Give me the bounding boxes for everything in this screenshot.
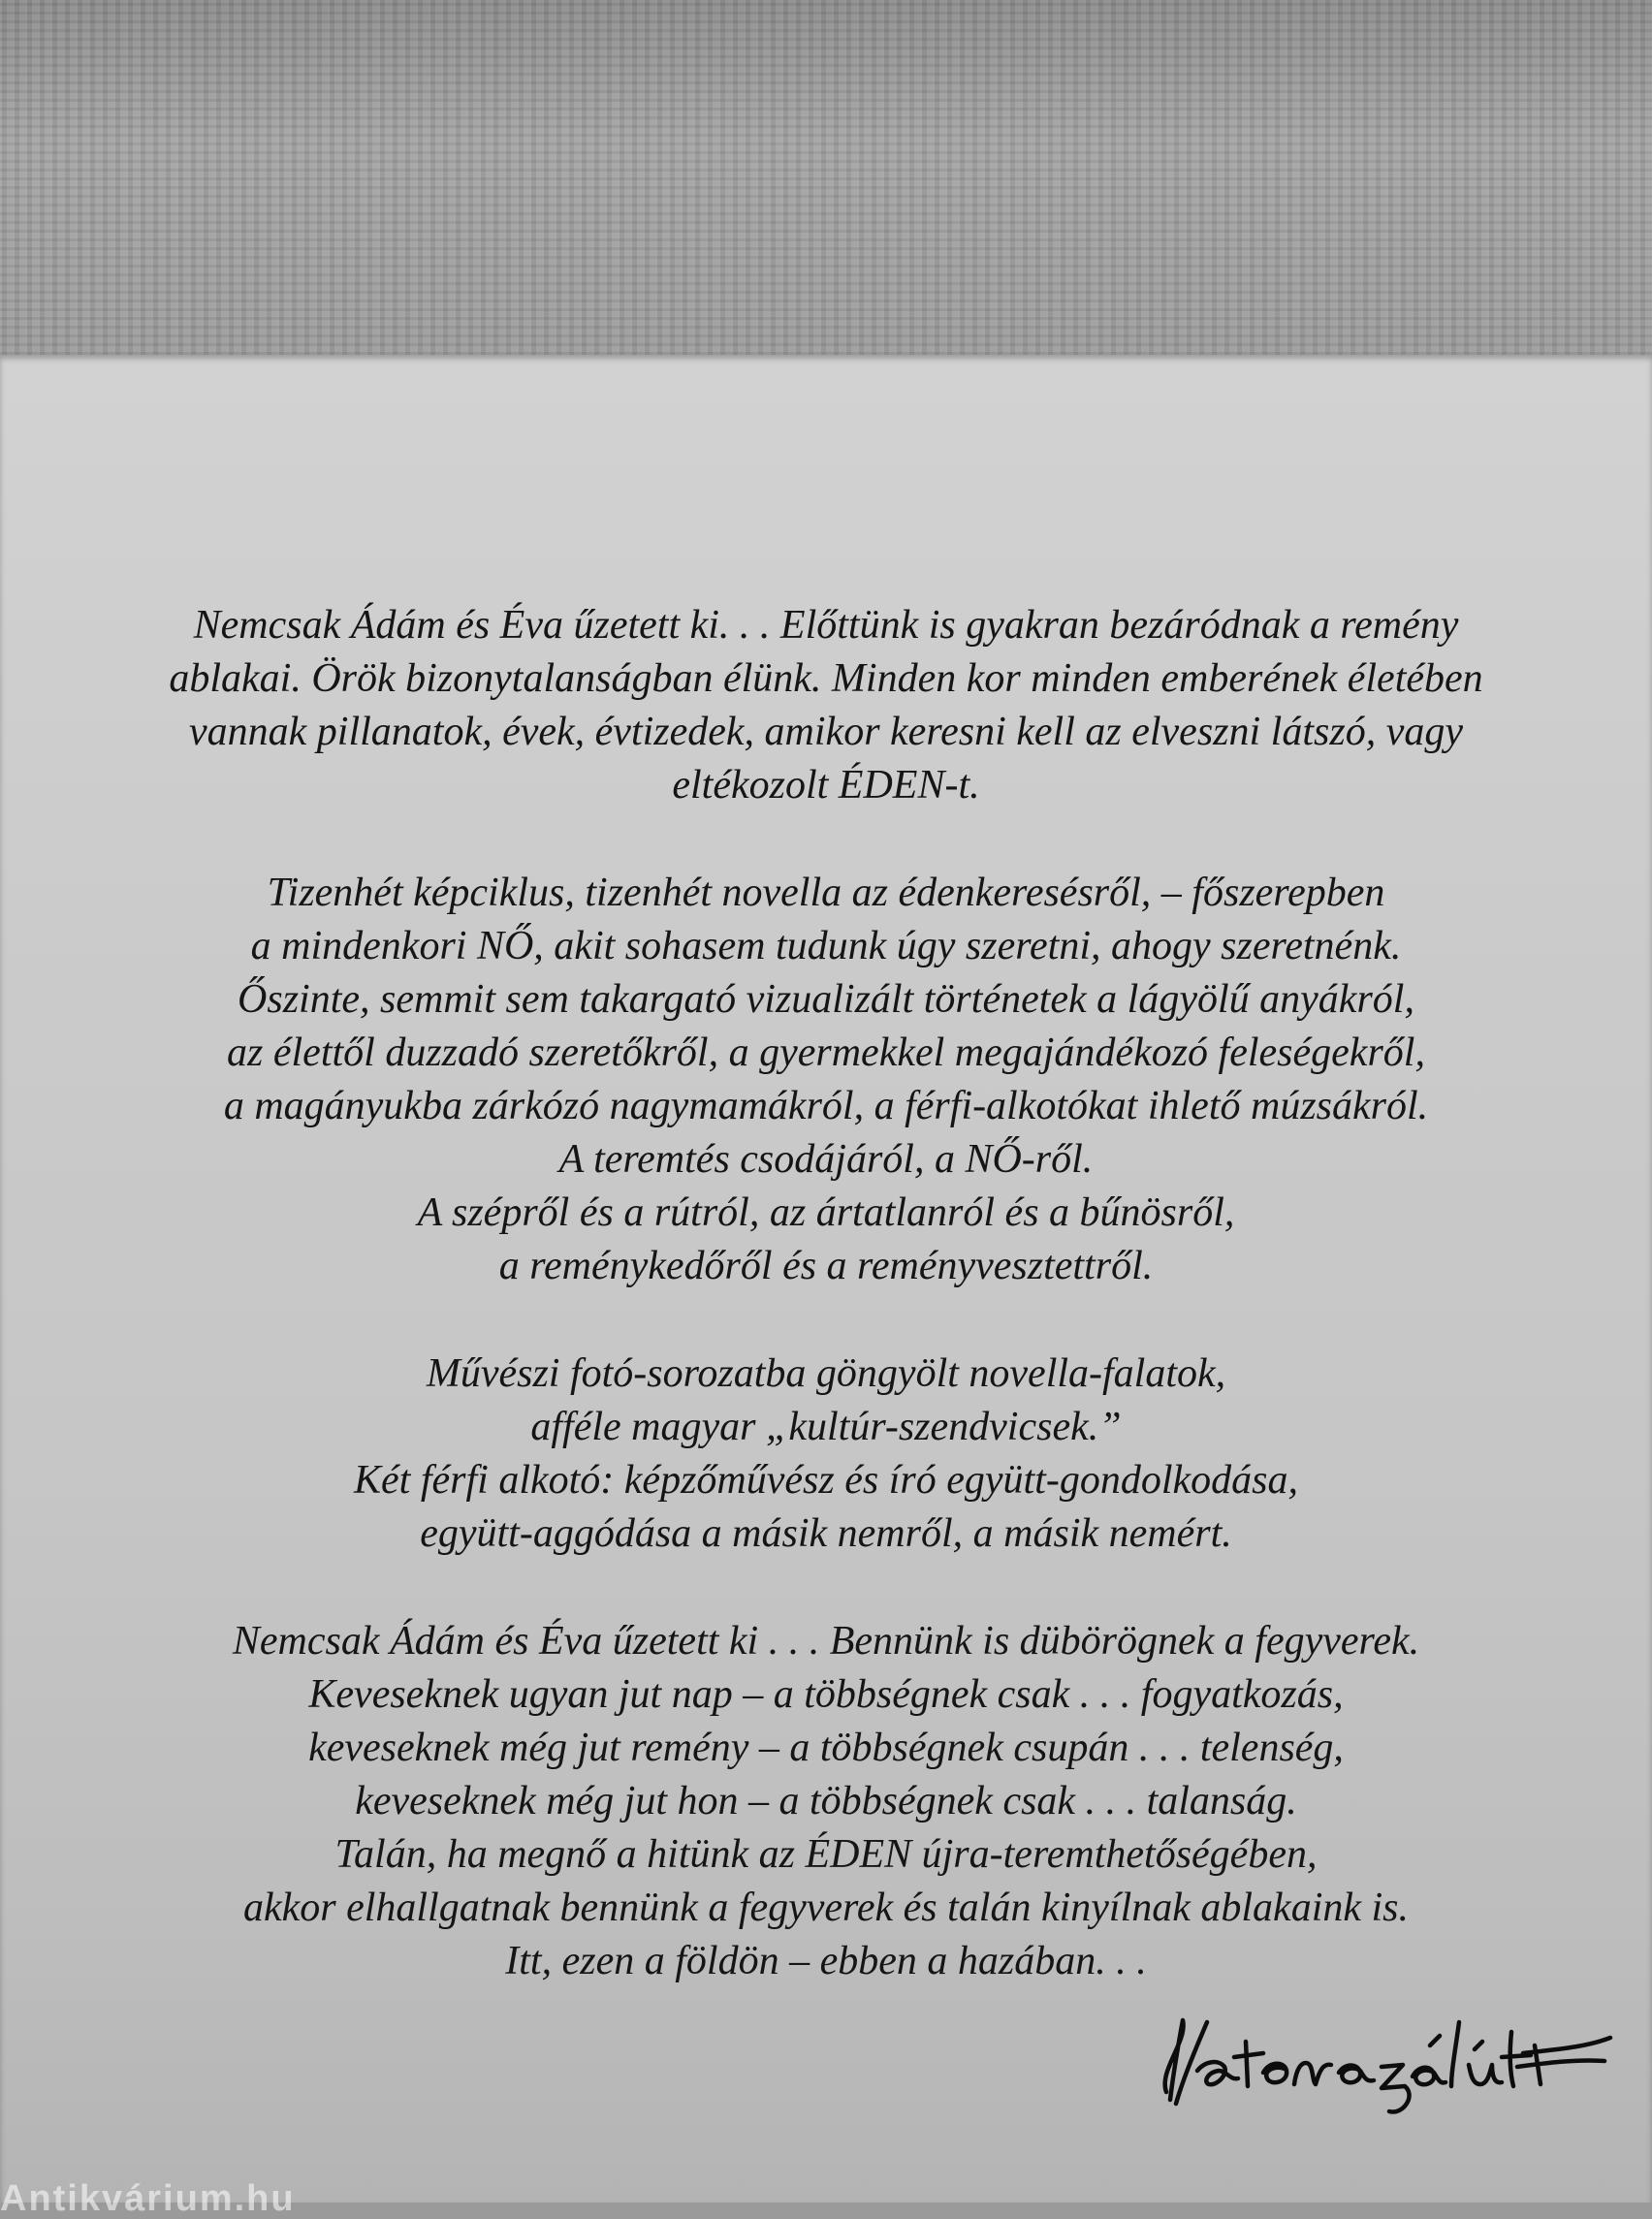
- text-line: A teremtés csodájáról, a NŐ-ről.: [558, 1137, 1094, 1182]
- text-line: keveseknek még jut remény – a többségnek csupán . . . telenség,: [308, 1726, 1344, 1770]
- text-line: Nemcsak Ádám és Éva űzetett ki. . . Előttünk is gyakran bezáródnak a remény: [193, 603, 1459, 648]
- text-line: Művészi fotó-sorozatba göngyölt novella-falatok,: [426, 1351, 1226, 1396]
- text-line: A szépről és a rútról, az ártatlanról és a bűnösről,: [417, 1190, 1235, 1235]
- text-line: a reménykedőről és a reményvesztettről.: [498, 1244, 1154, 1288]
- text-line: ablakai. Örök bizonytalanságban élünk. Minden kor minden emberének életében: [169, 656, 1483, 701]
- text-line: a mindenkori NŐ, akit sohasem tudunk úgy szeretni, ahogy szeretnénk.: [250, 924, 1402, 968]
- text-line: a magányukba zárkózó nagymamákról, a férfi-alkotókat ihlető múzsákról.: [223, 1084, 1429, 1128]
- text-line: Keveseknek ugyan jut nap – a többségnek csak . . . fogyatkozás,: [308, 1672, 1344, 1717]
- text-line: Tizenhét képciklus, tizenhét novella az édenkeresésről, – főszerepben: [267, 871, 1385, 915]
- text-line: Nemcsak Ádám és Éva űzetett ki . . . Bennünk is dübörögnek a fegyverek.: [232, 1619, 1420, 1664]
- text-line: keveseknek még jut hon – a többségnek csak . . . talanság.: [355, 1779, 1297, 1823]
- text-line: Talán, ha megnő a hitünk az ÉDEN újra-teremthetőségében,: [334, 1832, 1318, 1877]
- printed-page: [0, 355, 1652, 2203]
- text-line: akkor elhallgatnak bennünk a fegyverek és talán kinyílnak ablakaink is.: [242, 1886, 1410, 1930]
- text-line: Őszinte, semmit sem takargató vizualizált történetek a lágyölű anyákról,: [238, 977, 1414, 1022]
- text-line: az élettől duzzadó szeretőkről, a gyermekkel megajándékozó feleségekről,: [227, 1030, 1425, 1075]
- body-text: [0, 599, 1652, 2043]
- background-surface: [0, 0, 1652, 355]
- paragraph-2: [0, 867, 1652, 1293]
- paragraph-4: [0, 1615, 1652, 1988]
- watermark-text: Antikvárium.hu: [0, 2178, 296, 2219]
- text-line: együtt-aggódása a másik nemről, a másik nemért.: [420, 1511, 1232, 1556]
- text-line: Itt, ezen a földön – ebben a hazában. . .: [505, 1939, 1147, 1983]
- paragraph-3: [0, 1347, 1652, 1561]
- paragraph-1: [0, 599, 1652, 812]
- text-line: Két férfi alkotó: képzőművész és író együtt-gondolkodása,: [354, 1458, 1298, 1503]
- text-line: eltékozolt ÉDEN-t.: [672, 763, 980, 808]
- handwritten-signature: [1149, 2003, 1624, 2119]
- text-line: vannak pillanatok, évek, évtizedek, amikor keresni kell az elveszni látszó, vagy: [189, 710, 1463, 754]
- text-line: afféle magyar „kultúr-szendvicsek.”: [530, 1405, 1122, 1449]
